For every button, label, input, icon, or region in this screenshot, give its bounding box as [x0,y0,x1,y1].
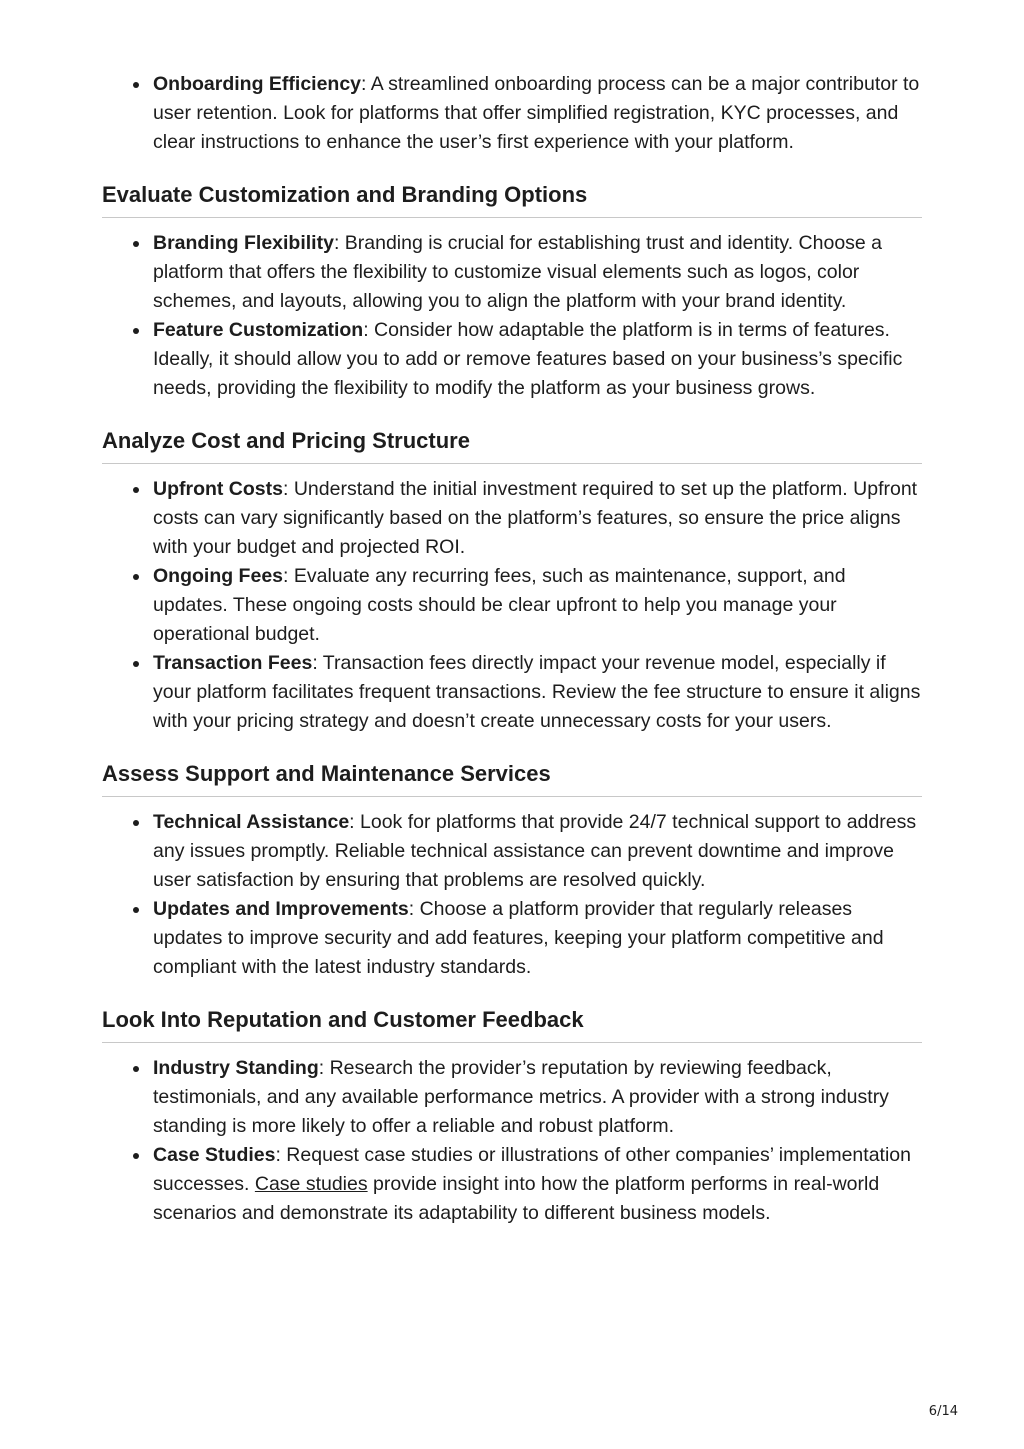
section-reputation-feedback [102,1006,922,1228]
list-item-text: : Research the provider’s reputation by reviewing feedback, testimonials, and any available performance metrics. A provider with a strong industry standing is more likely to offer a reliable and robust platform. [153,1057,889,1137]
list-item-text: provide insight into how the platform performs in real-world scenarios and demonstrate its adaptability to different business models. [153,1173,880,1224]
list-item-term: Transaction Fees [153,652,313,674]
list-item [153,475,922,562]
section-heading: Look Into Reputation and Customer Feedback [102,1006,922,1043]
list-item [153,70,922,157]
list-item-text: : Request case studies or illustrations of other companies’ implementation successes. [153,1144,911,1195]
list-item-term: Updates and Improvements [153,898,409,920]
section-heading: Evaluate Customization and Branding Options [102,181,922,218]
list-item [153,316,922,403]
list-item-term: Branding Flexibility [153,232,334,254]
list-item-text: : Understand the initial investment required to set up the platform. Upfront costs can vary significantly based on the platform’s features, so ensure the price aligns with your budget and projected ROI. [153,478,918,558]
list-item-text: : A streamlined onboarding process can be a major contributor to user retention. Look for platforms that offer simplified registration, KYC processes, and clear instructions to enhance the user’s first experience with your platform. [153,73,920,153]
section-cost-pricing [102,427,922,736]
list-item [153,229,922,316]
case-studies-link[interactable]: Case studies [254,1173,368,1195]
page-number: 6/14 [928,1404,958,1419]
list-item-text: : Transaction fees directly impact your revenue model, especially if your platform facilitates frequent transactions. Review the fee structure to ensure it aligns with your pricing strategy and doesn’t create unnecessary costs for your users. [153,652,921,732]
section-list [102,229,922,403]
list-item [153,562,922,649]
section-heading: Assess Support and Maintenance Services [102,760,922,797]
list-item-term: Industry Standing [153,1057,319,1079]
list-item [153,895,922,982]
list-item-text: : Consider how adaptable the platform is in terms of features. Ideally, it should allow you to add or remove features based on your business’s specific needs, providing the flexibility to modify the platform as your business grows. [153,319,903,399]
section-list [102,808,922,982]
list-item-term: Onboarding Efficiency [153,73,362,95]
section-list [102,475,922,736]
section-support-maintenance [102,760,922,982]
document-body [102,70,922,1228]
list-item-text: : Evaluate any recurring fees, such as maintenance, support, and updates. These ongoing costs should be clear upfront to help you manage your operational budget. [153,565,846,645]
list-item-term: Ongoing Fees [153,565,284,587]
intro-list [102,70,922,157]
section-list [102,1054,922,1228]
section-customization [102,181,922,403]
list-item-term: Case Studies [153,1144,276,1166]
list-item-text: : Choose a platform provider that regularly releases updates to improve security and add features, keeping your platform competitive and compliant with the latest industry standards. [153,898,884,978]
list-item [153,1054,922,1141]
list-item-term: Upfront Costs [153,478,283,500]
list-item-term: Technical Assistance [153,811,350,833]
list-item-text: : Look for platforms that provide 24/7 technical support to address any issues promptly. Reliable technical assistance can prevent downtime and improve user satisfaction by ensuring that problems are resolved quickly. [153,811,917,891]
list-item [153,1141,922,1228]
list-item-text: : Branding is crucial for establishing trust and identity. Choose a platform that offers the flexibility to customize visual elements such as logos, color schemes, and layouts, allowing you to align the platform with your brand identity. [153,232,883,312]
list-item [153,649,922,736]
section-heading: Analyze Cost and Pricing Structure [102,427,922,464]
list-item-term: Feature Customization [153,319,364,341]
list-item [153,808,922,895]
